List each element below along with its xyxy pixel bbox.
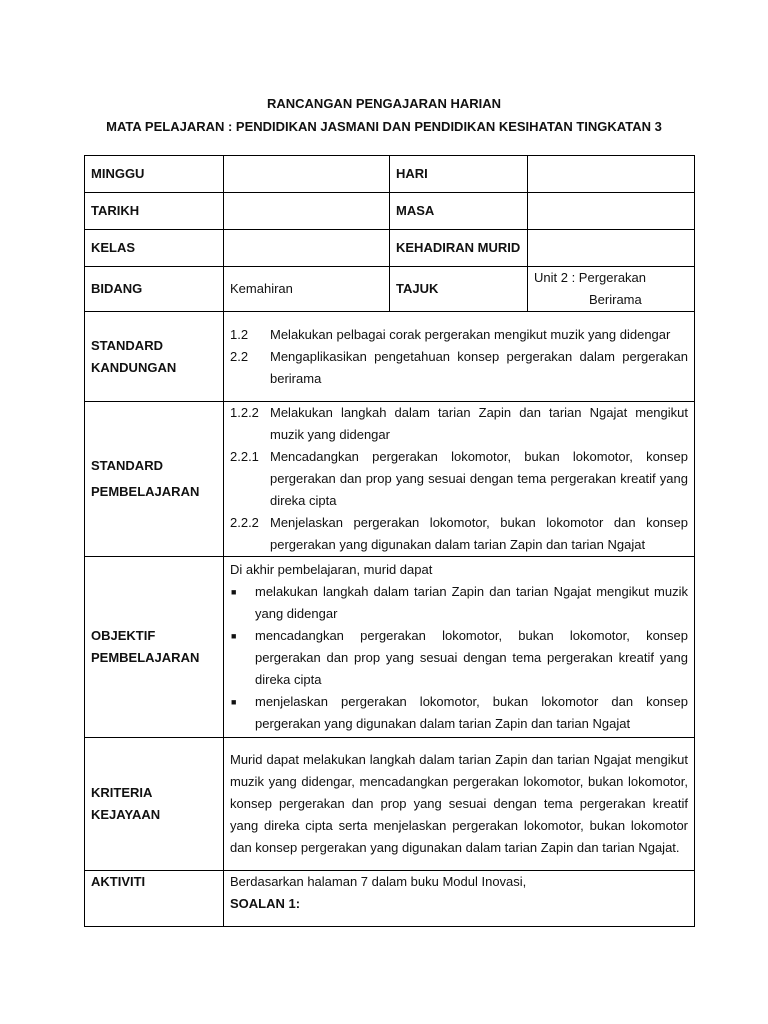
label-masa: MASA bbox=[390, 193, 528, 230]
tajuk-line-1: Unit 2 : Pergerakan bbox=[534, 270, 647, 285]
objektif-intro: Di akhir pembelajaran, murid dapat bbox=[230, 562, 433, 577]
pembelajaran-item: 2.2.1 Mencadangkan pergerakan lokomotor, bukan lokomotor, konsep pergerakan dan prop yang sesuai dengan tema pergerakan kreatif yang direka cipta bbox=[230, 449, 688, 508]
label-bidang: BIDANG bbox=[85, 267, 224, 312]
lesson-plan-table bbox=[84, 155, 695, 927]
value-kelas bbox=[224, 230, 390, 267]
row-tarikh-masa bbox=[85, 193, 695, 230]
row-objektif bbox=[85, 557, 695, 738]
kandungan-item: 1.2 Melakukan pelbagai corak pergerakan mengikut muzik yang didengar bbox=[230, 326, 671, 342]
objektif-bullet: ■ melakukan langkah dalam tarian Zapin dan tarian Ngajat mengikut muzik yang didengar bbox=[230, 581, 688, 625]
bullet-icon: ■ bbox=[231, 587, 237, 597]
value-kehadiran bbox=[528, 230, 695, 267]
value-tarikh bbox=[224, 193, 390, 230]
pembelajaran-item: 2.2.2 Menjelaskan pergerakan lokomotor, bukan lokomotor dan konsep pergerakan yang digunakan dalam tarian Zapin dan tarian Ngajat bbox=[230, 515, 688, 552]
kandungan-item: 2.2 Mengaplikasikan pengetahuan konsep pergerakan dalam pergerakan berirama bbox=[230, 348, 688, 386]
objektif-bullet: ■ menjelaskan pergerakan lokomotor, bukan lokomotor dan konsep pergerakan yang digunakan dalam tarian Zapin dan tarian Ngajat bbox=[230, 691, 688, 735]
label-standard-pembelajaran: STANDARD PEMBELAJARAN bbox=[85, 402, 224, 557]
value-masa bbox=[528, 193, 695, 230]
kriteria-content: Murid dapat melakukan langkah dalam tarian Zapin dan tarian Ngajat mengikut muzik yang didengar, mencadangkan pergerakan lokomotor, bukan lokomotor, konsep pergerakan dan prop yang sesuai dengan tema pergerakan kreatif yang direka cipta serta menjelaskan pergerakan lokomotor, bukan lokomotor dan konsep pergerakan yang digunakan dalam tarian Zapin dan tarian Ngajat. bbox=[224, 738, 695, 871]
label-tajuk: TAJUK bbox=[390, 267, 528, 312]
label-minggu: MINGGU bbox=[85, 156, 224, 193]
row-aktiviti bbox=[85, 871, 695, 927]
tajuk-line-2: Berirama bbox=[589, 292, 642, 307]
label-aktiviti: AKTIVITI bbox=[85, 871, 224, 927]
label-standard-kandungan: STANDARD KANDUNGAN bbox=[85, 312, 224, 402]
objektif-content bbox=[224, 557, 695, 738]
standard-kandungan-content bbox=[224, 312, 695, 402]
value-tajuk bbox=[528, 267, 695, 312]
label-tarikh: TARIKH bbox=[85, 193, 224, 230]
bullet-icon: ■ bbox=[231, 697, 237, 707]
objektif-bullet: ■ mencadangkan pergerakan lokomotor, bukan lokomotor, konsep pergerakan dan prop yang sesuai dengan tema pergerakan kreatif yang direka cipta bbox=[230, 625, 688, 691]
row-standard-kandungan bbox=[85, 312, 695, 402]
row-bidang-tajuk bbox=[85, 267, 695, 312]
row-standard-pembelajaran bbox=[85, 402, 695, 557]
row-minggu-hari bbox=[85, 156, 695, 193]
document-title: RANCANGAN PENGAJARAN HARIAN bbox=[266, 96, 501, 111]
value-minggu bbox=[224, 156, 390, 193]
document-subtitle: MATA PELAJARAN : PENDIDIKAN JASMANI DAN PENDIDIKAN KESIHATAN TINGKATAN 3 bbox=[106, 119, 662, 134]
bullet-icon: ■ bbox=[231, 631, 237, 641]
label-hari: HARI bbox=[390, 156, 528, 193]
aktiviti-content bbox=[224, 871, 695, 927]
row-kelas-kehadiran bbox=[85, 230, 695, 267]
label-kelas: KELAS bbox=[85, 230, 224, 267]
label-objektif: OBJEKTIF PEMBELAJARAN bbox=[85, 557, 224, 738]
label-kehadiran: KEHADIRAN MURID bbox=[390, 230, 528, 267]
value-bidang: Kemahiran bbox=[224, 267, 390, 312]
row-kriteria bbox=[85, 738, 695, 871]
standard-pembelajaran-content bbox=[224, 402, 695, 557]
label-kriteria: KRITERIA KEJAYAAN bbox=[85, 738, 224, 871]
aktiviti-line-1: Berdasarkan halaman 7 dalam buku Modul Inovasi, bbox=[230, 874, 527, 889]
value-hari bbox=[528, 156, 695, 193]
aktiviti-question-label: SOALAN 1: bbox=[230, 896, 301, 911]
pembelajaran-item: 1.2.2 Melakukan langkah dalam tarian Zapin dan tarian Ngajat mengikut muzik yang didengar bbox=[230, 405, 688, 442]
